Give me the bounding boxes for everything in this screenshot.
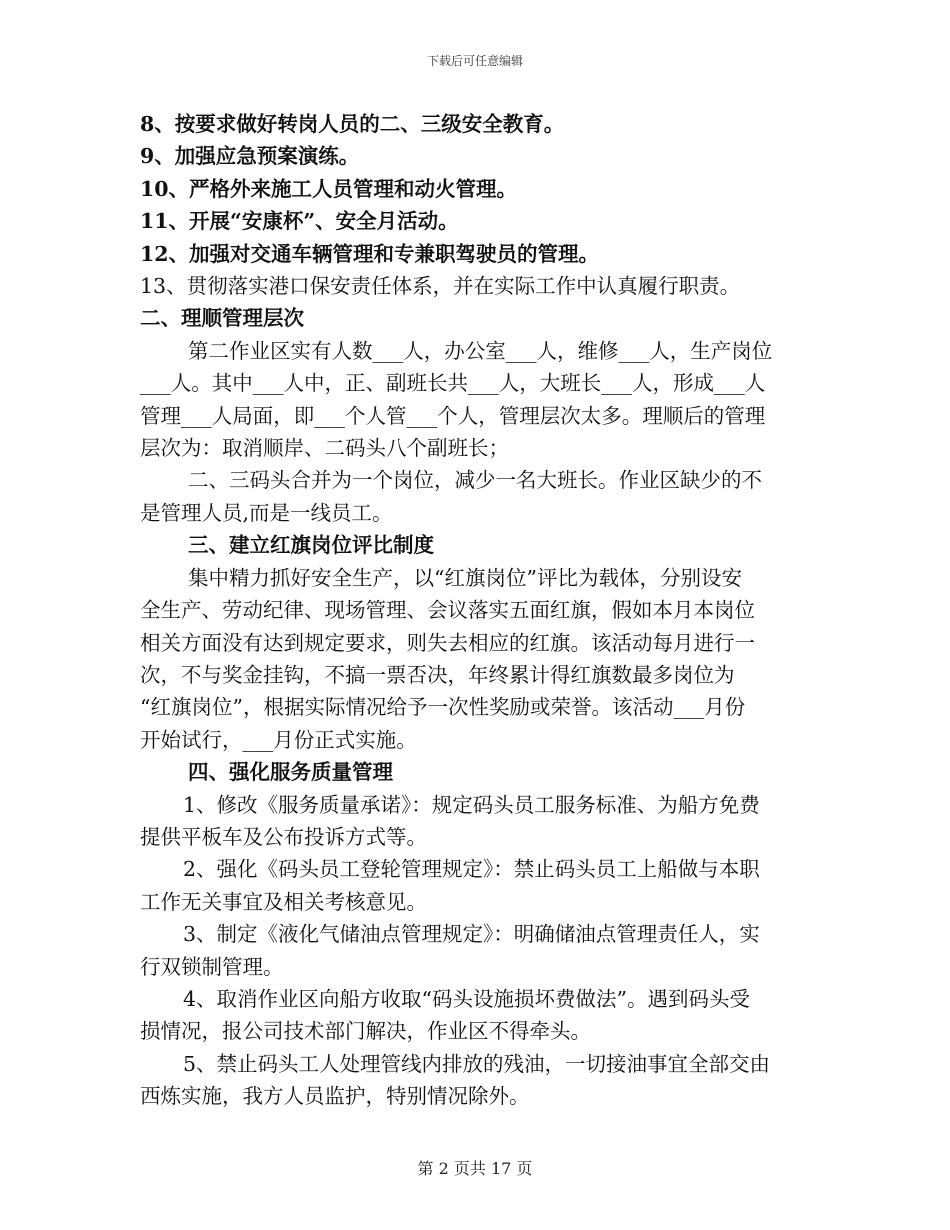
list-item-11: 11、开展“安康杯”、安全月活动。	[140, 209, 459, 234]
paragraph-line: 工作无关事宜及相关考核意见。	[140, 889, 427, 914]
section-heading-4: 四、强化服务质量管理	[188, 760, 393, 785]
list-item-9: 9、加强应急预案演练。	[140, 144, 360, 169]
list-item-8: 8、按要求做好转岗人员的二、三级安全教育。	[140, 112, 565, 136]
paragraph-line: 第二作业区实有人数___人，办公室___人，维修___人，生产岗位	[188, 338, 773, 363]
paragraph-line: 提供平板车及公布投诉方式等。	[140, 824, 427, 849]
paragraph-line: 损情况，报公司技术部门解决，作业区不得牵头。	[140, 1019, 591, 1044]
paragraph-line: 层次为：取消顺岸、二码头八个副班长；	[140, 436, 509, 461]
paragraph-line: 管理___人局面，即___个人管___个人，管理层次太多。理顺后的管理	[140, 403, 766, 428]
paragraph-line: 3、制定《液化气储油点管理规定》：明确储油点管理责任人，实	[183, 922, 760, 947]
list-item-12: 12、加强对交通车辆管理和专兼职驾驶员的管理。	[140, 241, 600, 266]
list-item-13: 13、贯彻落实港口保安责任体系，并在实际工作中认真履行职责。	[140, 274, 741, 299]
section-heading-3: 三、建立红旗岗位评比制度	[188, 533, 434, 558]
page-footer: 第 2 页共 17 页	[417, 1159, 533, 1178]
paragraph-line: 二、三码头合并为一个岗位，减少一名大班长。作业区缺少的不	[188, 468, 762, 493]
paragraph-line: 全生产、劳动纪律、现场管理、会议落实五面红旗，假如本月本岗位	[140, 598, 755, 623]
paragraph-line: 次，不与奖金挂钩，不搞一票否决，年终累计得红旗数最多岗位为	[140, 662, 735, 687]
paragraph-line: 1、修改《服务质量承诺》：规定码头员工服务标准、为船方免费	[183, 792, 760, 817]
paragraph-line: 开始试行，___月份正式实施。	[140, 727, 417, 752]
paragraph-line: ___人。其中___人中，正、副班长共___人，大班长___人，形成___人	[140, 371, 766, 396]
paragraph-line: 5、禁止码头工人处理管线内排放的残油，一切接油事宜全部交由	[183, 1051, 771, 1076]
section-heading-2: 二、理顺管理层次	[140, 306, 304, 331]
page-header: 下载后可任意编辑	[426, 54, 523, 68]
paragraph-line: 是管理人员,而是一线员工。	[140, 500, 393, 525]
paragraph-line: 4、取消作业区向船方收取“码头设施损坏费做法”。遇到码头受	[183, 986, 751, 1011]
paragraph-line: “红旗岗位”，根据实际情况给予一次性奖励或荣誉。该活动___月份	[140, 695, 746, 720]
paragraph-line: 集中精力抓好安全生产，以“红旗岗位”评比为载体，分别设安	[188, 565, 742, 590]
paragraph-line: 2、强化《码头员工登轮管理规定》：禁止码头员工上船做与本职	[183, 857, 760, 882]
paragraph-line: 行双锁制管理。	[140, 954, 284, 979]
paragraph-line: 西炼实施，我方人员监护，特别情况除外。	[140, 1084, 530, 1109]
list-item-10: 10、严格外来施工人员管理和动火管理。	[140, 176, 518, 201]
document-body	[140, 108, 812, 1113]
paragraph-line: 相关方面没有达到规定要求，则失去相应的红旗。该活动每月进行一	[140, 630, 755, 655]
